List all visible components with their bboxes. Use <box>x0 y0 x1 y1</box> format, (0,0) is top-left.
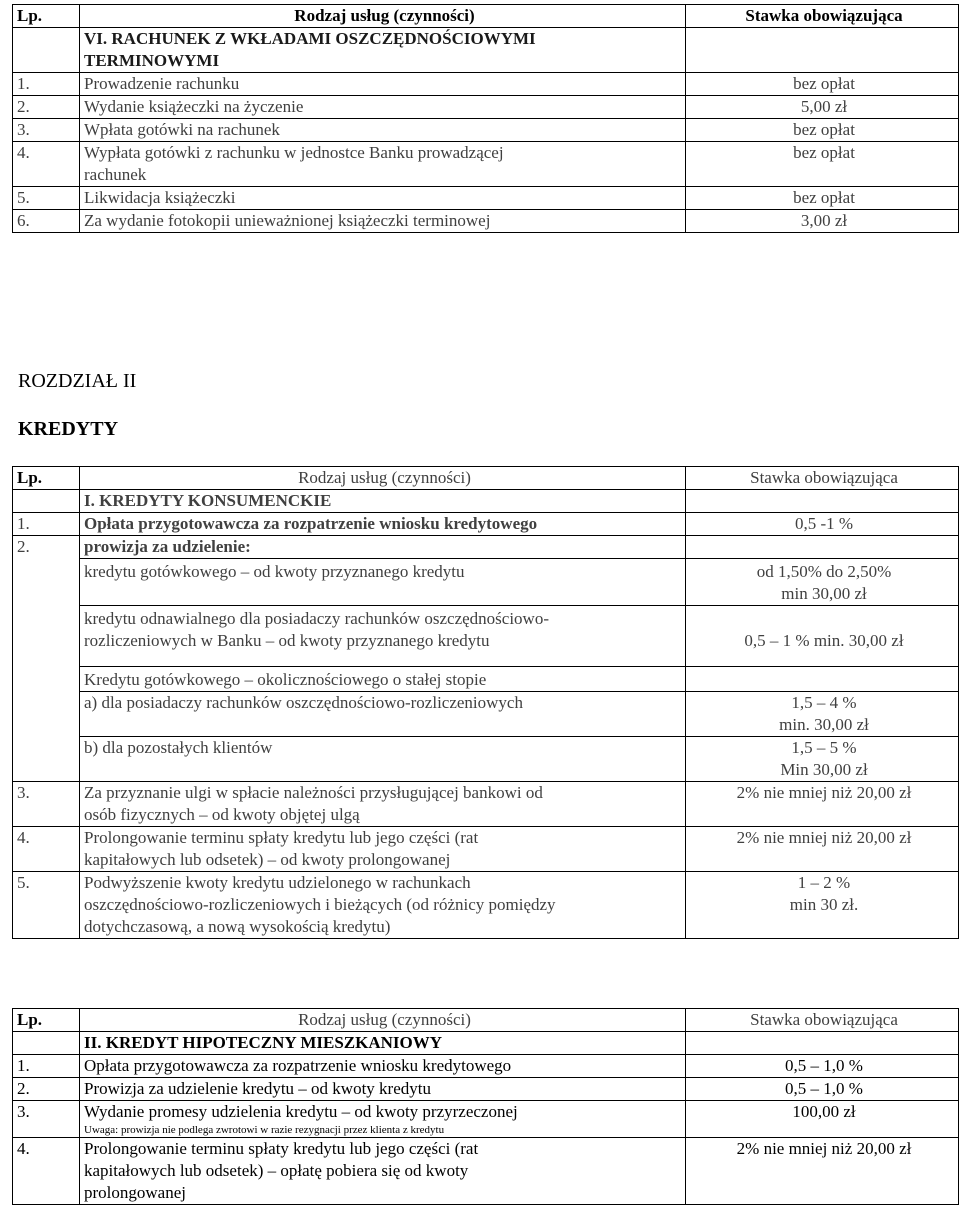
table-row: 4. Wypłata gotówki z rachunku w jednostce Banku prowadzącej rachunek bez opłat <box>13 142 959 187</box>
section-title: II. KREDYT HIPOTECZNY MIESZKANIOWY <box>80 1032 686 1055</box>
table-row: 1. Opłata przygotowawcza za rozpatrzenie wniosku kredytowego 0,5 -1 % <box>13 513 959 536</box>
header-lp: Lp. <box>13 5 80 28</box>
savings-fees-table <box>12 4 959 233</box>
section-row <box>13 490 959 513</box>
table-row: 6. Za wydanie fotokopii unieważnionej książeczki terminowej 3,00 zł <box>13 210 959 233</box>
header-lp: Lp. <box>13 1009 80 1032</box>
header-lp: Lp. <box>13 467 80 490</box>
section-row <box>13 1032 959 1055</box>
table-row: 3. Wpłata gotówki na rachunek bez opłat <box>13 119 959 142</box>
mortgage-table <box>12 1008 959 1205</box>
header-rate: Stawka obowiązująca <box>686 467 959 490</box>
header-service: Rodzaj usług (czynności) <box>80 1009 686 1032</box>
header-rate: Stawka obowiązująca <box>686 1009 959 1032</box>
table-row: a) dla posiadaczy rachunków oszczędnościowo-rozliczeniowych 1,5 – 4 % min. 30,00 zł <box>13 692 959 737</box>
table-row: 2. Wydanie książeczki na życzenie 5,00 zł <box>13 96 959 119</box>
table-row: 2. Prowizja za udzielenie kredytu – od kwoty kredytu 0,5 – 1,0 % <box>13 1078 959 1101</box>
table-header <box>13 467 959 490</box>
note-text: Uwaga: prowizja nie podlega zwrotowi w razie rezygnacji przez klienta z kredytu <box>84 1124 445 1136</box>
table-row: 4. Prolongowanie terminu spłaty kredytu lub jego części (rat kapitałowych lub odsetek) – od kwoty prolongowanej 2% nie mniej niż 20,00 zł <box>13 827 959 872</box>
section-title: I. KREDYTY KONSUMENCKIE <box>80 490 686 513</box>
table-row: kredytu gotówkowego – od kwoty przyznanego kredytu od 1,50% do 2,50% min 30,00 zł <box>13 559 959 606</box>
table-row: 5. Podwyższenie kwoty kredytu udzielonego w rachunkach oszczędnościowo-rozliczeniowych i bieżących (od różnicy pomiędzy dotychczasową, a nową wysokością kredytu) 1 – 2 % min 30 zł. <box>13 872 959 939</box>
header-rate: Stawka obowiązująca <box>686 5 959 28</box>
table-row: 3. Wydanie promesy udzielenia kredytu – od kwoty przyrzeczonej Uwaga: prowizja nie podlega zwrotowi w razie rezygnacji przez klienta z kredytu 100,00 zł <box>13 1101 959 1138</box>
section-title: VI. RACHUNEK Z WKŁADAMI OSZCZĘDNOŚCIOWYMI TERMINOWYMI <box>80 28 686 73</box>
table-row: kredytu odnawialnego dla posiadaczy rachunków oszczędnościowo- rozliczeniowych w Banku – od kwoty przyznanego kredytu 0,5 – 1 % min. 30,00 zł <box>13 606 959 667</box>
table-header <box>13 1009 959 1032</box>
table-row: 1. Opłata przygotowawcza za rozpatrzenie wniosku kredytowego 0,5 – 1,0 % <box>13 1055 959 1078</box>
table-row: Kredytu gotówkowego – okolicznościowego o stałej stopie <box>13 667 959 692</box>
table-row: 3. Za przyznanie ulgi w spłacie należności przysługującej bankowi od osób fizycznych – od kwoty objętej ulgą 2% nie mniej niż 20,00 zł <box>13 782 959 827</box>
header-service: Rodzaj usług (czynności) <box>80 5 686 28</box>
table-row: 1. Prowadzenie rachunku bez opłat <box>13 73 959 96</box>
table-header <box>13 5 959 28</box>
table-row: 4. Prolongowanie terminu spłaty kredytu lub jego części (rat kapitałowych lub odsetek) – opłatę pobiera się od kwoty prolongowanej 2% nie mniej niż 20,00 zł <box>13 1138 959 1205</box>
table-row: b) dla pozostałych klientów 1,5 – 5 % Min 30,00 zł <box>13 737 959 782</box>
consumer-credit-table <box>12 466 959 939</box>
header-service: Rodzaj usług (czynności) <box>80 467 686 490</box>
table-row: 2. prowizja za udzielenie: <box>13 536 959 559</box>
chapter-title: ROZDZIAŁ II <box>18 370 137 392</box>
chapter-subtitle: KREDYTY <box>18 418 119 440</box>
table-row: 5. Likwidacja książeczki bez opłat <box>13 187 959 210</box>
section-row <box>13 28 959 73</box>
